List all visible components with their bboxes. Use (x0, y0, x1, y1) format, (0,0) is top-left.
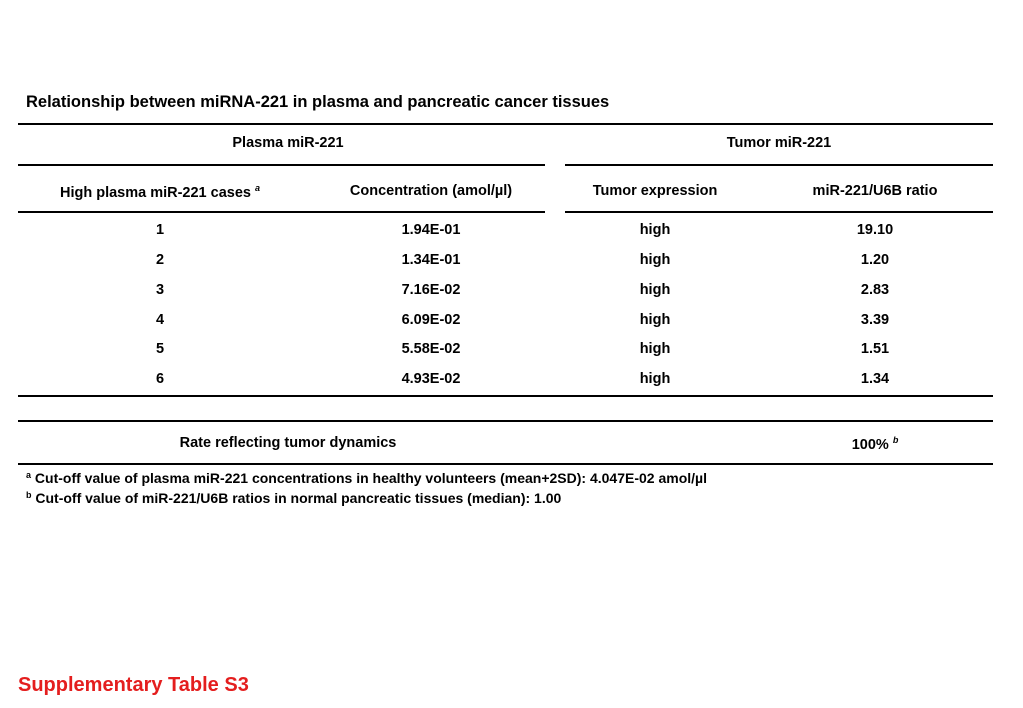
cell-concentration: 4.93E-02 (401, 371, 461, 387)
cell-ratio: 1.20 (860, 252, 890, 268)
cell-concentration: 5.58E-02 (401, 341, 461, 357)
footnote-a-text: Cut-off value of plasma miR-221 concentrations in healthy volunteers (mean+2SD): 4.047E-02 amol/µl (34, 470, 707, 486)
cell-case: 4 (155, 312, 165, 328)
summary-bottom-rule (18, 463, 993, 465)
summary-label: Rate reflecting tumor dynamics (179, 435, 397, 451)
cell-ratio: 2.83 (860, 282, 890, 298)
body-bottom-rule (18, 395, 993, 397)
tumor-group-header: Tumor miR-221 (726, 135, 832, 151)
cell-expression: high (639, 341, 671, 357)
cell-ratio: 19.10 (856, 222, 894, 238)
supplementary-caption: Supplementary Table S3 (18, 674, 249, 696)
table-title: Relationship between miRNA-221 in plasma and pancreatic cancer tissues (26, 93, 610, 111)
column-header-cases (60, 183, 260, 201)
tumor-header-rule (565, 211, 993, 213)
footnote-a (26, 470, 707, 486)
tumor-group-rule (565, 164, 993, 166)
cell-expression: high (639, 252, 671, 268)
cell-ratio: 1.34 (860, 371, 890, 387)
top-rule (18, 123, 993, 125)
cell-expression: high (639, 312, 671, 328)
plasma-group-header: Plasma miR-221 (232, 135, 344, 151)
cell-concentration: 1.34E-01 (401, 252, 461, 268)
column-header-expression: Tumor expression (592, 183, 718, 199)
cell-case: 2 (155, 252, 165, 268)
cell-ratio: 3.39 (860, 312, 890, 328)
summary-value (852, 435, 899, 453)
footnote-b (26, 490, 561, 506)
column-header-concentration: Concentration (amol/µl) (349, 183, 513, 199)
summary-top-rule (18, 420, 993, 422)
cell-expression: high (639, 282, 671, 298)
footnote-marker-a: a (255, 183, 261, 193)
cell-case: 5 (155, 341, 165, 357)
cell-concentration: 1.94E-01 (401, 222, 461, 238)
plasma-header-rule (18, 211, 545, 213)
cell-concentration: 7.16E-02 (401, 282, 461, 298)
footnote-b-text: Cut-off value of miR-221/U6B ratios in normal pancreatic tissues (median): 1.00 (35, 490, 562, 506)
cell-case: 3 (155, 282, 165, 298)
cell-expression: high (639, 222, 671, 238)
column-header-cases-label: High plasma miR-221 cases (59, 185, 251, 201)
cell-case: 6 (155, 371, 165, 387)
cell-concentration: 6.09E-02 (401, 312, 461, 328)
cell-expression: high (639, 371, 671, 387)
footnote-b-mark: b (26, 490, 32, 500)
cell-case: 1 (155, 222, 165, 238)
summary-value-text: 100% (851, 437, 889, 453)
plasma-group-rule (18, 164, 545, 166)
footnote-a-mark: a (26, 470, 32, 480)
footnote-marker-b: b (892, 435, 899, 445)
column-header-ratio: miR-221/U6B ratio (812, 183, 938, 199)
cell-ratio: 1.51 (860, 341, 890, 357)
